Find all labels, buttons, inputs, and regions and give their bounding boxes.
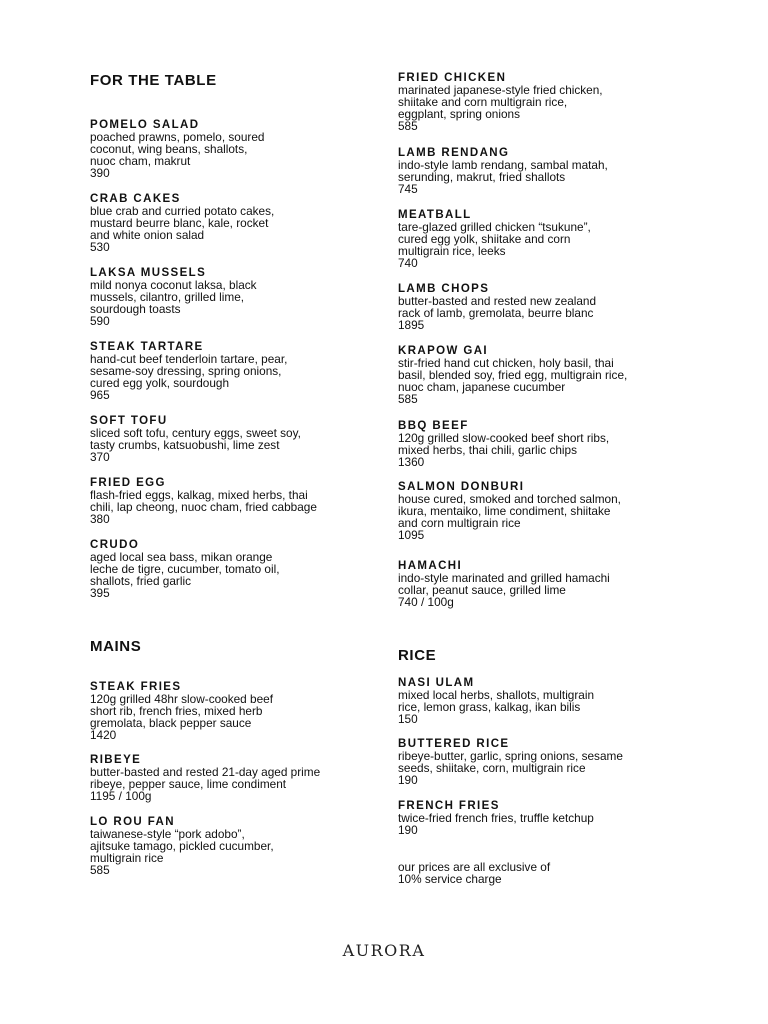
menu-item	[398, 420, 728, 468]
menu-item	[398, 147, 728, 195]
item-desc: chili, lap cheong, nuoc cham, fried cabbage	[90, 500, 317, 514]
item-price: 380	[90, 512, 110, 526]
item-desc: tasty crumbs, katsuobushi, lime zest	[90, 438, 280, 452]
item-desc: cured egg yolk, sourdough	[90, 376, 230, 390]
item-price: 150	[398, 712, 418, 726]
item-name: CRAB CAKES	[90, 193, 181, 205]
item-desc: marinated japanese-style fried chicken,	[398, 83, 603, 97]
item-desc: multigrain rice, leeks	[398, 244, 506, 258]
item-price: 740	[398, 256, 418, 270]
item-price: 585	[398, 119, 418, 133]
item-price: 530	[90, 240, 110, 254]
item-desc: twice-fried french fries, truffle ketchup	[398, 811, 594, 825]
item-price: 745	[398, 182, 418, 196]
item-desc: mustard beurre blanc, kale, rocket	[90, 216, 269, 230]
item-name: FRIED CHICKEN	[398, 72, 507, 84]
item-desc: basil, blended soy, fried egg, multigrain rice,	[398, 368, 628, 382]
item-desc: aged local sea bass, mikan orange	[90, 550, 273, 564]
item-name: MEATBALL	[398, 209, 472, 221]
item-desc: shallots, fried garlic	[90, 574, 191, 588]
item-desc: hand-cut beef tenderloin tartare, pear,	[90, 352, 288, 366]
item-name: FRIED EGG	[90, 477, 166, 489]
item-desc: sliced soft tofu, century eggs, sweet soy,	[90, 426, 301, 440]
item-desc: sesame-soy dressing, spring onions,	[90, 364, 282, 378]
item-desc: ikura, mentaiko, lime condiment, shiitake	[398, 504, 611, 518]
item-price: 740 / 100g	[398, 595, 454, 609]
item-price: 585	[90, 863, 110, 877]
item-price: 1095	[398, 528, 425, 542]
item-desc: ribeye-butter, garlic, spring onions, sesame	[398, 749, 623, 763]
item-name: BUTTERED RICE	[398, 738, 510, 750]
item-name: NASI ULAM	[398, 677, 475, 689]
item-desc: eggplant, spring onions	[398, 107, 520, 121]
item-desc: house cured, smoked and torched salmon,	[398, 492, 621, 506]
item-desc: nuoc cham, makrut	[90, 154, 191, 168]
menu-item	[398, 677, 728, 725]
menu-item	[90, 681, 380, 741]
item-desc: flash-fried eggs, kalkag, mixed herbs, thai	[90, 488, 308, 502]
item-desc: mussels, cilantro, grilled lime,	[90, 290, 245, 304]
item-price: 395	[90, 586, 110, 600]
item-price: 390	[90, 166, 110, 180]
item-price: 585	[398, 392, 418, 406]
item-desc: blue crab and curried potato cakes,	[90, 204, 275, 218]
item-name: FRENCH FRIES	[398, 800, 500, 812]
menu-item	[90, 119, 380, 179]
item-desc: 120g grilled 48hr slow-cooked beef	[90, 692, 273, 706]
item-desc: ribeye, pepper sauce, lime condiment	[90, 777, 287, 791]
menu-item	[90, 539, 380, 599]
footnote-line: 10% service charge	[398, 872, 502, 886]
item-desc: indo-style lamb rendang, sambal matah,	[398, 158, 608, 172]
menu-item	[90, 816, 380, 876]
item-name: POMELO SALAD	[90, 119, 200, 131]
item-name: CRUDO	[90, 539, 140, 551]
item-desc: rack of lamb, gremolata, beurre blanc	[398, 306, 594, 320]
item-name: LAMB RENDANG	[398, 147, 510, 159]
menu-item	[90, 477, 380, 525]
menu-item	[398, 283, 728, 331]
item-desc: sourdough toasts	[90, 302, 181, 316]
item-desc: mild nonya coconut laksa, black	[90, 278, 257, 292]
item-name: SALMON DONBURI	[398, 481, 525, 493]
item-price: 190	[398, 773, 418, 787]
item-desc: and corn multigrain rice	[398, 516, 521, 530]
item-name: LAMB CHOPS	[398, 283, 490, 295]
menu-item	[90, 193, 380, 253]
item-desc: and white onion salad	[90, 228, 205, 242]
item-desc: stir-fried hand cut chicken, holy basil, thai	[398, 356, 614, 370]
item-desc: tare-glazed grilled chicken “tsukune”,	[398, 220, 591, 234]
item-desc: gremolata, black pepper sauce	[90, 716, 252, 730]
item-name: LAKSA MUSSELS	[90, 267, 207, 279]
item-desc: coconut, wing beans, shallots,	[90, 142, 248, 156]
item-name: STEAK FRIES	[90, 681, 182, 693]
item-price: 1420	[90, 728, 117, 742]
menu-item	[90, 267, 380, 327]
menu-item	[90, 754, 380, 802]
section-heading-for-the-table: FOR THE TABLE	[90, 72, 217, 89]
item-desc: taiwanese-style “pork adobo”,	[90, 827, 245, 841]
item-price: 965	[90, 388, 110, 402]
aurora-logo: AURORA	[342, 941, 426, 960]
item-desc: butter-basted and rested 21-day aged prime	[90, 765, 321, 779]
item-price: 1195 / 100g	[90, 789, 152, 803]
item-name: LO ROU FAN	[90, 816, 175, 828]
menu-item	[90, 415, 380, 463]
item-desc: seeds, shiitake, corn, multigrain rice	[398, 761, 586, 775]
menu-item	[398, 345, 728, 405]
item-desc: poached prawns, pomelo, soured	[90, 130, 265, 144]
item-desc: leche de tigre, cucumber, tomato oil,	[90, 562, 280, 576]
item-price: 370	[90, 450, 110, 464]
item-desc: mixed herbs, thai chili, garlic chips	[398, 443, 577, 457]
section-heading-rice: RICE	[398, 647, 437, 664]
item-name: BBQ BEEF	[398, 420, 469, 432]
item-desc: short rib, french fries, mixed herb	[90, 704, 263, 718]
menu-item	[398, 481, 728, 541]
item-price: 1360	[398, 455, 425, 469]
item-desc: 120g grilled slow-cooked beef short ribs,	[398, 431, 610, 445]
menu-item	[398, 72, 728, 132]
menu-item	[398, 209, 728, 269]
item-name: HAMACHI	[398, 560, 463, 572]
service-charge-note	[398, 861, 550, 885]
item-name: STEAK TARTARE	[90, 341, 204, 353]
item-name: RIBEYE	[90, 754, 142, 766]
item-desc: ajitsuke tamago, pickled cucumber,	[90, 839, 274, 853]
item-name: SOFT TOFU	[90, 415, 168, 427]
item-desc: cured egg yolk, shiitake and corn	[398, 232, 571, 246]
footnote-line: our prices are all exclusive of	[398, 860, 551, 874]
menu-item	[398, 738, 728, 786]
item-desc: indo-style marinated and grilled hamachi	[398, 571, 610, 585]
item-desc: multigrain rice	[90, 851, 164, 865]
item-desc: shiitake and corn multigrain rice,	[398, 95, 568, 109]
item-price: 590	[90, 314, 110, 328]
section-heading-mains: MAINS	[90, 638, 142, 655]
item-price: 190	[398, 823, 418, 837]
item-desc: nuoc cham, japanese cucumber	[398, 380, 566, 394]
item-desc: serunding, makrut, fried shallots	[398, 170, 566, 184]
item-desc: collar, peanut sauce, grilled lime	[398, 583, 566, 597]
item-desc: rice, lemon grass, kalkag, ikan bilis	[398, 700, 581, 714]
menu-item	[90, 341, 380, 401]
item-desc: butter-basted and rested new zealand	[398, 294, 597, 308]
item-name: KRAPOW GAI	[398, 345, 489, 357]
menu-item	[398, 560, 728, 608]
menu-item	[398, 800, 728, 836]
item-desc: mixed local herbs, shallots, multigrain	[398, 688, 595, 702]
item-price: 1895	[398, 318, 425, 332]
